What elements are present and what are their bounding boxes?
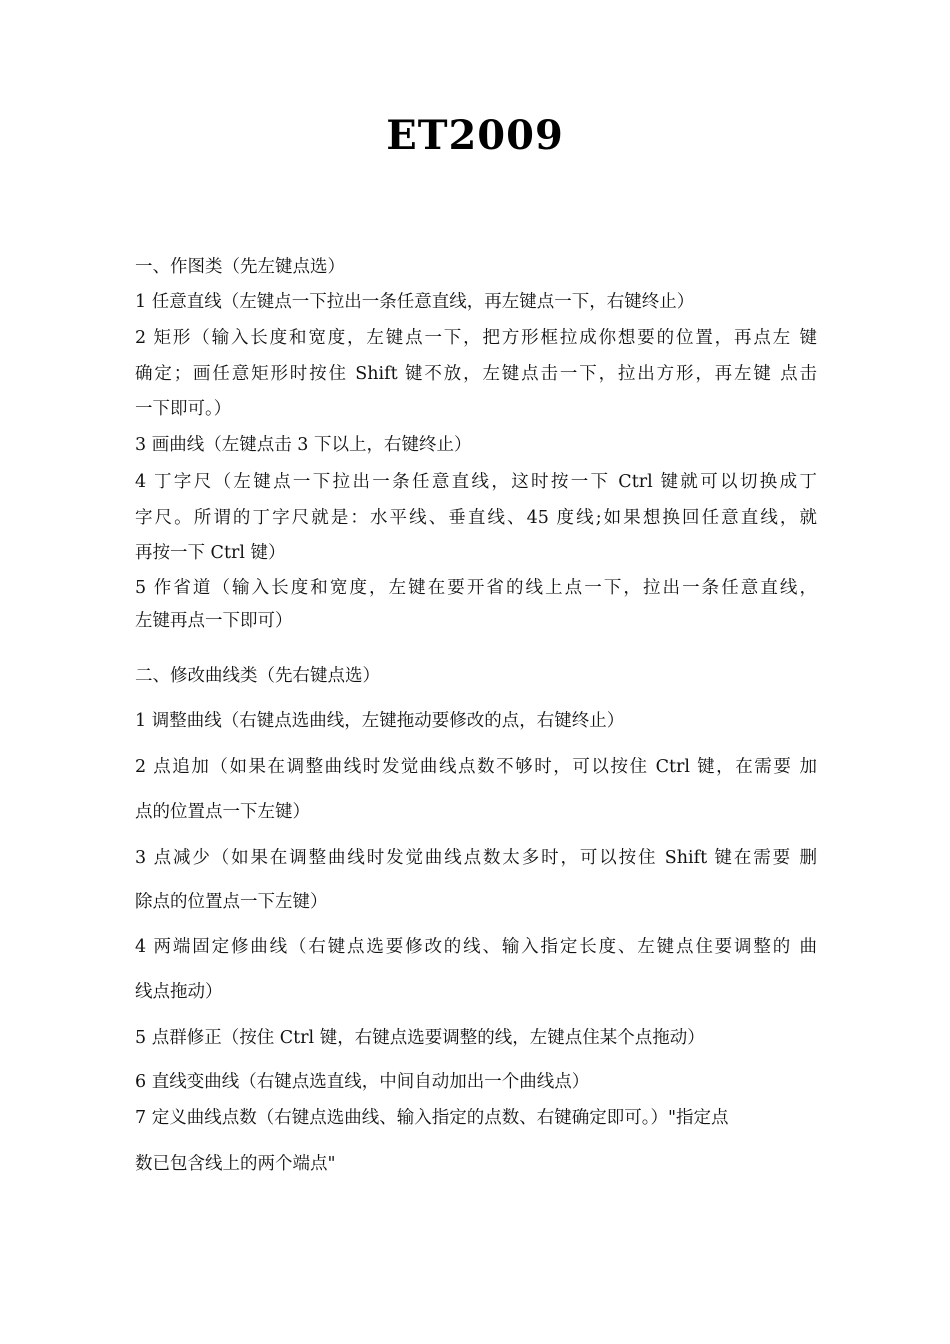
list-item-line: 确定；画任意矩形时按住 Shift 键不放，左键点击一下，拉出方形，再左键 点击 [135, 364, 817, 384]
list-item-line: 点的位置点一下左键） [135, 802, 310, 822]
list-item-line: 2 点追加（如果在调整曲线时发觉曲线点数不够时，可以按住 Ctrl 键，在需要 加 [135, 757, 817, 777]
list-item-line: 1 任意直线（左键点一下拉出一条任意直线，再左键点一下，右键终止） [135, 292, 695, 312]
list-item-line: 左键再点一下即可） [135, 611, 293, 631]
list-item-line: 1 调整曲线（右键点选曲线，左键拖动要修改的点，右键终止） [135, 711, 625, 731]
list-item-line: 字尺。所谓的丁字尺就是：水平线、垂直线、45 度线;如果想换回任意直线，就 [135, 508, 817, 528]
list-item-line: 5 作省道（输入长度和宽度，左键在要开省的线上点一下，拉出一条任意直线， [135, 578, 817, 598]
list-item-line: 4 两端固定修曲线（右键点选要修改的线、输入指定长度、左键点住要调整的 曲 [135, 937, 817, 957]
list-item-line: 除点的位置点一下左键） [135, 892, 328, 912]
document-title: ET2009 [386, 112, 564, 159]
list-item-line: 一下即可。） [135, 399, 232, 419]
list-item-line: 数已包含线上的两个端点" [135, 1154, 336, 1174]
list-item-line: 线点拖动） [135, 982, 223, 1002]
list-item-line: 7 定义曲线点数（右键点选曲线、输入指定的点数、右键确定即可。）"指定点 [135, 1108, 729, 1128]
list-item-line: 3 画曲线（左键点击 3 下以上，右键终止） [135, 435, 472, 455]
list-item-line: 6 直线变曲线（右键点选直线，中间自动加出一个曲线点） [135, 1072, 590, 1092]
list-item-line: 3 点减少（如果在调整曲线时发觉曲线点数太多时，可以按住 Shift 键在需要 删 [135, 848, 817, 868]
section-heading-curves: 二、修改曲线类（先右键点选） [135, 666, 380, 686]
list-item-line: 4 丁字尺（左键点一下拉出一条任意直线，这时按一下 Ctrl 键就可以切换成丁 [135, 472, 817, 492]
list-item-line: 5 点群修正（按住 Ctrl 键，右键点选要调整的线，左键点住某个点拖动） [135, 1028, 705, 1048]
section-heading-drawing: 一、作图类（先左键点选） [135, 257, 345, 277]
list-item-line: 再按一下 Ctrl 键） [135, 543, 286, 563]
list-item-line: 2 矩形（输入长度和宽度，左键点一下，把方形框拉成你想要的位置，再点左 键 [135, 328, 817, 348]
